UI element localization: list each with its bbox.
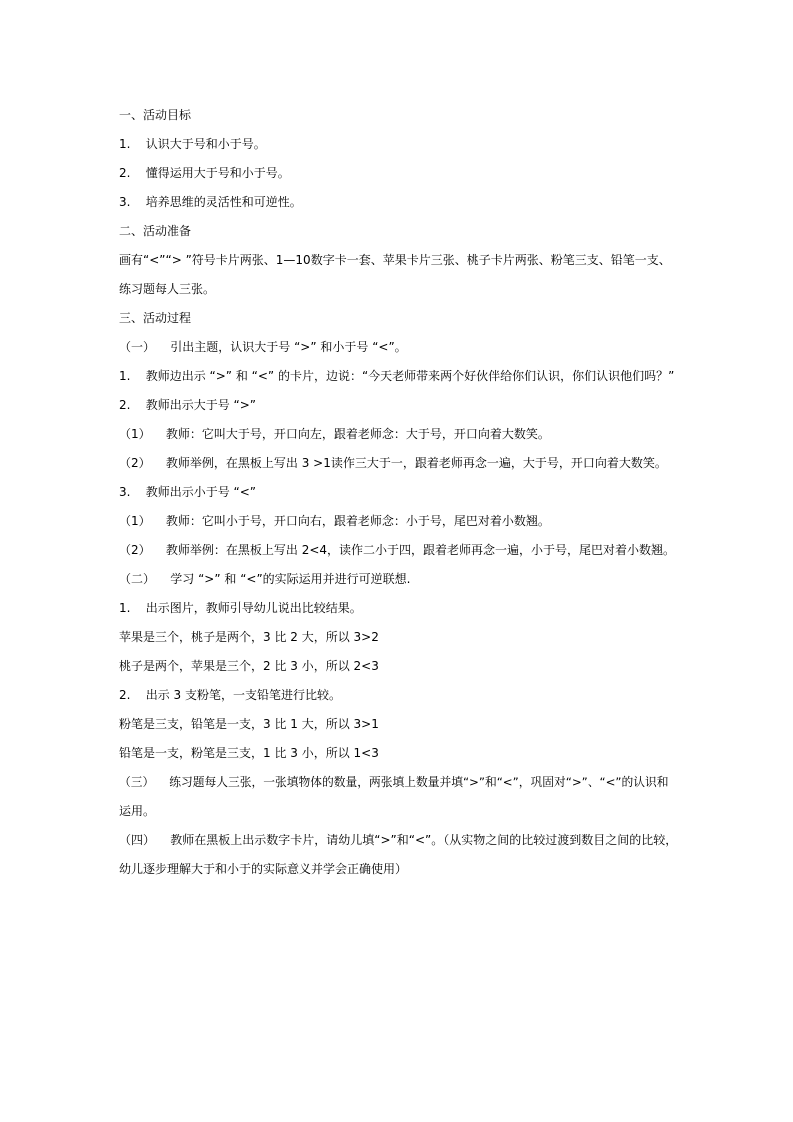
part-2-step-2: 2. 出示 3 支粉笔，一支铅笔进行比较。 [119, 688, 341, 702]
preparation-text-line-1: 画有“<”“> ”符号卡片两张、1—10数字卡一套、苹果卡片三张、桃子卡片两张、粉笔三支、铅笔一支、 [119, 253, 671, 267]
process-step-2: 2. 教师出示大于号 “>” [119, 398, 257, 412]
process-part-3-line-2: 运用。 [119, 804, 156, 818]
section-heading-process: 三、活动过程 [119, 311, 192, 325]
part-2-example-2: 桃子是两个，苹果是三个，2 比 3 小，所以 2<3 [119, 659, 379, 673]
process-substep-2-1: （1） 教师：它叫大于号，开口向左，跟着老师念：大于号，开口向着大数笑。 [119, 427, 550, 441]
process-substep-3-2: （2） 教师举例：在黑板上写出 2<4，读作二小于四，跟着老师再念一遍，小于号，尾巴对着小数翘。 [119, 543, 676, 557]
document-body [119, 101, 679, 884]
process-part-4-line-1: （四） 教师在黑板上出示数字卡片，请幼儿填“>”和“<”。（从实物之间的比较过渡到数目之间的比较， [119, 833, 678, 847]
section-heading-preparation: 二、活动准备 [119, 224, 192, 238]
preparation-text-line-2: 练习题每人三张。 [119, 282, 216, 296]
goal-item-3: 3. 培养思维的灵活性和可逆性。 [119, 195, 302, 209]
part-2-example-1: 苹果是三个，桃子是两个，3 比 2 大，所以 3>2 [119, 630, 379, 644]
goal-item-2: 2. 懂得运用大于号和小于号。 [119, 166, 290, 180]
process-substep-3-1: （1） 教师：它叫小于号，开口向右，跟着老师念：小于号，尾巴对着小数翘。 [119, 514, 550, 528]
process-part-4-line-2: 幼儿逐步理解大于和小于的实际意义并学会正确使用） [119, 862, 408, 876]
section-heading-goals: 一、活动目标 [119, 108, 192, 122]
process-substep-2-2: （2） 教师举例，在黑板上写出 3 >1读作三大于一，跟着老师再念一遍，大于号，开口向着大数笑。 [119, 456, 667, 470]
part-2-example-3: 粉笔是三支，铅笔是一支，3 比 1 大，所以 3>1 [119, 717, 379, 731]
process-step-3: 3. 教师出示小于号 “<” [119, 485, 257, 499]
process-part-2-heading: （二） 学习 “>” 和 “<”的实际运用并进行可逆联想. [119, 572, 411, 586]
process-part-1-heading: （一） 引出主题，认识大于号 “>” 和小于号 “<”。 [119, 340, 407, 354]
part-2-step-1: 1. 出示图片，教师引导幼儿说出比较结果。 [119, 601, 362, 615]
process-part-3-line-1: （三） 练习题每人三张，一张填物体的数量，两张填上数量并填“>”和“<”，巩固对“>”、“<”的认识和 [119, 775, 669, 789]
part-2-example-4: 铅笔是一支，粉笔是三支，1 比 3 小，所以 1<3 [119, 746, 379, 760]
process-step-1: 1. 教师边出示 “>” 和 “<” 的卡片，边说：“今天老师带来两个好伙伴给你们认识，你们认识他们吗？” [119, 369, 675, 383]
goal-item-1: 1. 认识大于号和小于号。 [119, 137, 266, 151]
